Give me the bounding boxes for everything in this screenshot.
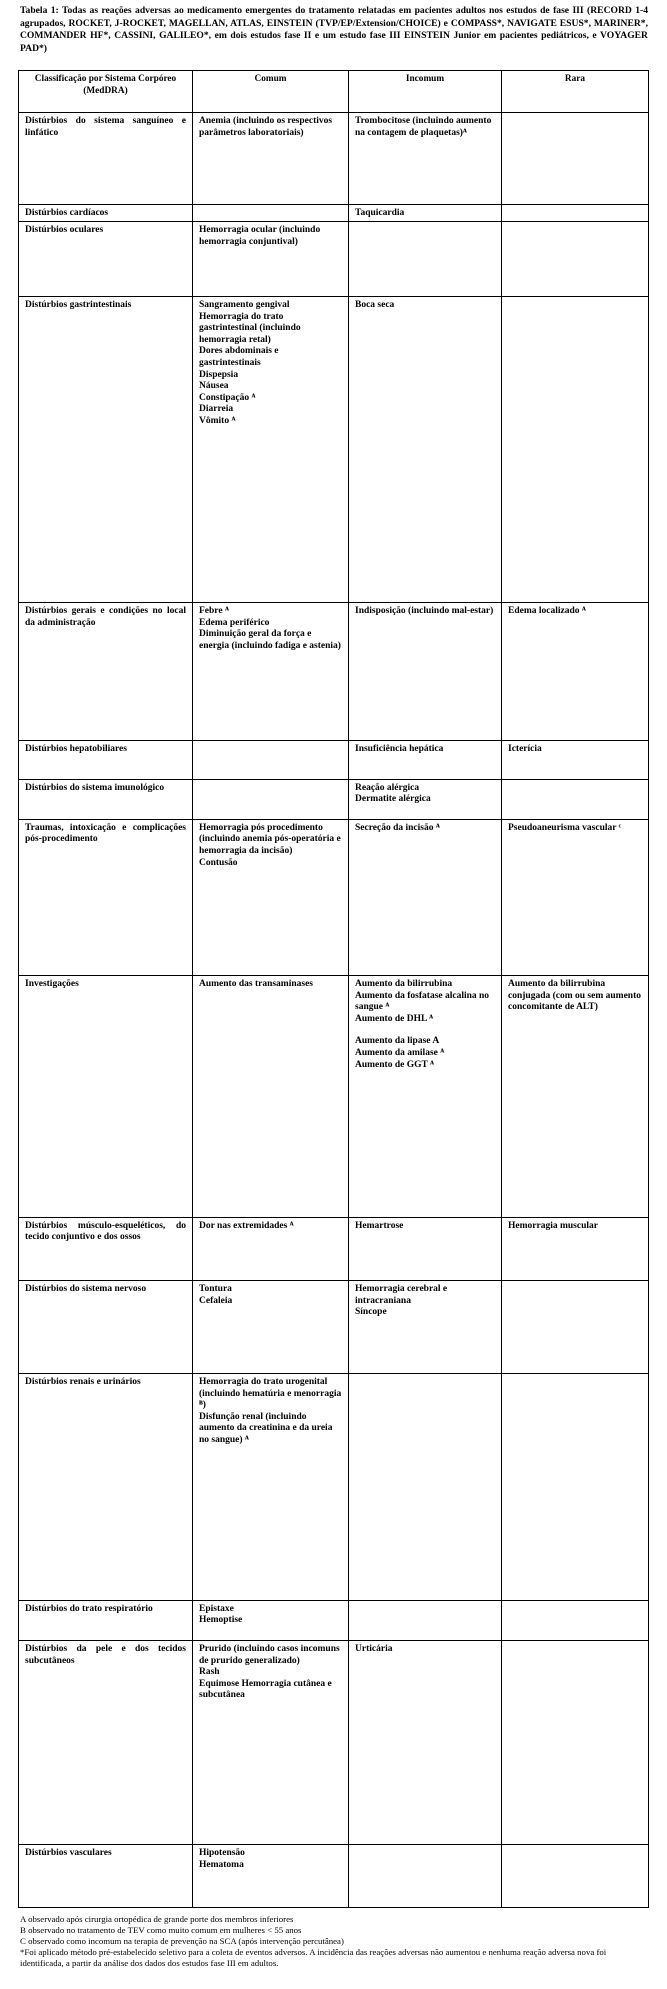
reaction-item: Aumento da bilirrubina conjugada (com ou sem aumento concomitante de ALT) — [508, 978, 641, 1013]
incomum-cell — [349, 741, 502, 779]
incomum-cell — [349, 975, 502, 1217]
reaction-item: Cefaleia — [199, 1295, 233, 1306]
table-row — [19, 1217, 649, 1280]
rara-cell — [502, 975, 649, 1217]
comum-cell — [193, 1373, 349, 1600]
reaction-item: Equimose Hemorragia cutânea e subcutânea — [199, 1678, 332, 1701]
reaction-item: Rash — [199, 1667, 220, 1678]
reaction-item: Aumento da bilirrubina — [355, 978, 453, 989]
reaction-item: Dispepsia — [199, 369, 239, 380]
reaction-item: Síncope — [355, 1307, 387, 1318]
reaction-item: Aumento de DHL ᴬ — [355, 1013, 434, 1024]
reaction-item: Contusão — [199, 857, 238, 868]
reaction-item: Trombocitose (incluindo aumento na contagem de plaquetas)ᴬ — [355, 116, 492, 138]
incomum-cell — [349, 779, 502, 819]
rara-cell — [502, 1217, 649, 1280]
footnote-b: B observado no tratamento de TEV como muito comum em mulheres < 55 anos — [20, 1925, 302, 1936]
reaction-item: Boca seca — [355, 299, 395, 310]
reaction-item: Náusea — [199, 381, 229, 392]
comum-cell — [193, 1640, 349, 1845]
rara-cell — [502, 113, 649, 205]
rara-cell — [502, 1373, 649, 1600]
incomum-cell — [349, 819, 502, 975]
rara-cell — [502, 222, 649, 297]
soc-cell: Distúrbios músculo-esqueléticos, do tecido conjuntivo e dos ossos — [19, 1217, 193, 1280]
comum-cell — [193, 204, 349, 222]
reaction-item: Edema periférico — [199, 617, 270, 628]
reaction-item: Indisposição (incluindo mal-estar) — [355, 606, 494, 617]
comum-cell — [193, 603, 349, 741]
reaction-item: Hematoma — [199, 1860, 244, 1871]
soc-cell: Distúrbios gastrintestinais — [19, 296, 193, 602]
comum-cell — [193, 1217, 349, 1280]
reaction-item: Hipotensão — [199, 1848, 245, 1859]
reaction-item: Edema localizado ᴬ — [508, 606, 586, 617]
reaction-item: Aumento da amilase ᴬ — [355, 1047, 445, 1058]
reaction-item: Dores abdominais e gastrintestinais — [199, 346, 279, 368]
table-row — [19, 975, 649, 1217]
table-row — [19, 741, 649, 779]
comum-cell — [193, 819, 349, 975]
reaction-item: Anemia (incluindo os respectivos parâmetros laboratoriais) — [199, 116, 333, 138]
soc-cell: Distúrbios oculares — [19, 222, 193, 297]
comum-cell — [193, 1281, 349, 1374]
incomum-cell — [349, 1640, 502, 1845]
reaction-item: Diminuição geral da força e energia (incluindo fadiga e astenia) — [199, 629, 341, 651]
rara-cell — [502, 1281, 649, 1374]
soc-cell: Distúrbios da pele e dos tecidos subcutâneos — [19, 1640, 193, 1845]
reaction-item: Hemorragia muscular — [508, 1220, 598, 1231]
incomum-cell — [349, 222, 502, 297]
header-rara: Rara — [502, 71, 649, 113]
reaction-item: Dermatite alérgica — [355, 794, 431, 805]
header-incomum: Incomum — [349, 71, 502, 113]
rara-cell — [502, 741, 649, 779]
soc-cell: Investigações — [19, 975, 193, 1217]
footnotes — [20, 1914, 648, 1969]
rara-cell — [502, 1600, 649, 1640]
table-row — [19, 779, 649, 819]
table-row — [19, 819, 649, 975]
adverse-reactions-table — [18, 70, 649, 1908]
reaction-item: Hemorragia do trato urogenital (incluindo hematúria e menorragia ᴮ) — [199, 1376, 342, 1411]
reaction-item: Constipação ᴬ — [199, 392, 256, 403]
table-row — [19, 204, 649, 222]
reaction-item: Aumento da lipase A — [355, 1036, 440, 1047]
reaction-item: Pseudoaneurisma vascular ᶜ — [508, 822, 622, 833]
reaction-item: Hemorragia cerebral e intracraniana — [355, 1284, 448, 1306]
reaction-item: Hemorragia ocular (incluindo hemorragia conjuntival) — [199, 225, 321, 247]
rara-cell — [502, 1845, 649, 1908]
comum-cell — [193, 222, 349, 297]
reaction-item: Tontura — [199, 1284, 232, 1295]
soc-cell: Distúrbios do sistema imunológico — [19, 779, 193, 819]
reaction-item: Diarreia — [199, 404, 234, 415]
reaction-item: Aumento de GGT ᴬ — [355, 1059, 435, 1070]
reaction-item: Icterícia — [508, 744, 542, 755]
table-row — [19, 603, 649, 741]
reaction-item: Sangramento gengival — [199, 299, 290, 310]
reaction-item: Hemorragia pós procedimento (incluindo anemia pós-operatória e hemorragia da incisão) — [199, 822, 341, 856]
incomum-cell — [349, 204, 502, 222]
header-comum: Comum — [193, 71, 349, 113]
footnote-star: *Foi aplicado método pré-estabelecido seletivo para a coleta de eventos adversos. A incidência das reações adversas não aumentou e nenhuma reação adversa nova foi identificada, a partir da análise dos dados dos estudos fase III em adultos. — [20, 1947, 607, 1969]
comum-cell — [193, 1600, 349, 1640]
rara-cell — [502, 296, 649, 602]
footnote-a: A observado após cirurgia ortopédica de grande porte dos membros inferiores — [20, 1914, 294, 1924]
rara-cell — [502, 204, 649, 222]
table-row — [19, 113, 649, 205]
table-row — [19, 1845, 649, 1908]
incomum-cell — [349, 1373, 502, 1600]
reaction-item: Vômito ᴬ — [199, 415, 236, 426]
rara-cell — [502, 1640, 649, 1845]
reaction-item: Disfunção renal (incluindo aumento da creatinina e da ureia no sangue) ᴬ — [199, 1411, 333, 1445]
table-row — [19, 1600, 649, 1640]
table-row — [19, 1373, 649, 1600]
reaction-item: Taquicardia — [355, 207, 405, 218]
table-row — [19, 296, 649, 602]
table-caption: Tabela 1: Todas as reações adversas ao medicamento emergentes do tratamento relatadas em pacientes adultos nos estudos de fase III (RECORD 1-4 agrupados, ROCKET, J-ROCKET, MAGELLAN, ATLAS, EINSTEIN (TVP/EP/Extension/CHOICE) e COMPASS*, NAVIGATE ESUS*, MARINER*, COMMANDER HF*, CASSINI, GALILEO*, em dois estudos fase II e um estudo fase III EINSTEIN Junior em pacientes pediátricos, e VOYAGER PAD*) — [20, 5, 648, 54]
incomum-cell — [349, 296, 502, 602]
rara-cell — [502, 603, 649, 741]
soc-cell: Distúrbios gerais e condições no local da administração — [19, 603, 193, 741]
footnote-c: C observado como incomum na terapia de prevenção na SCA (após intervenção percutânea) — [20, 1936, 344, 1947]
soc-cell: Distúrbios cardíacos — [19, 204, 193, 222]
table-row — [19, 222, 649, 297]
incomum-cell — [349, 1600, 502, 1640]
reaction-item: Urticária — [355, 1643, 393, 1654]
reaction-item: Secreção da incisão ᴬ — [355, 822, 440, 833]
reaction-item: Epistaxe — [199, 1603, 234, 1614]
soc-cell: Distúrbios vasculares — [19, 1845, 193, 1908]
comum-cell — [193, 779, 349, 819]
comum-cell — [193, 296, 349, 602]
comum-cell — [193, 1845, 349, 1908]
reaction-item: Insuficiência hepática — [355, 744, 444, 755]
soc-cell: Traumas, intoxicação e complicações pós-procedimento — [19, 819, 193, 975]
reaction-item: Hemoptise — [199, 1615, 243, 1626]
table-row — [19, 1281, 649, 1374]
reaction-item: Hemorragia do trato gastrintestinal (incluindo hemorragia retal) — [199, 311, 301, 345]
soc-cell: Distúrbios renais e urinários — [19, 1373, 193, 1600]
incomum-cell — [349, 1281, 502, 1374]
comum-cell — [193, 975, 349, 1217]
comum-cell — [193, 113, 349, 205]
incomum-cell — [349, 1217, 502, 1280]
reaction-item: Aumento das transaminases — [199, 978, 314, 989]
soc-cell: Distúrbios do sistema nervoso — [19, 1281, 193, 1374]
incomum-cell — [349, 113, 502, 205]
rara-cell — [502, 779, 649, 819]
soc-cell: Distúrbios do sistema sanguíneo e linfático — [19, 113, 193, 205]
reaction-item: Reação alérgica — [355, 782, 420, 793]
reaction-item: Prurido (incluindo casos incomuns de prurido generalizado) — [199, 1643, 340, 1666]
comum-cell — [193, 741, 349, 779]
incomum-cell — [349, 1845, 502, 1908]
table-header-row — [19, 71, 649, 113]
reaction-item: Hemartrose — [355, 1220, 404, 1231]
header-soc: Classificação por Sistema Corpóreo (MedDRA) — [19, 71, 193, 113]
table-row — [19, 1640, 649, 1845]
soc-cell: Distúrbios hepatobiliares — [19, 741, 193, 779]
incomum-cell — [349, 603, 502, 741]
reaction-item: Febre ᴬ — [199, 606, 229, 617]
rara-cell — [502, 819, 649, 975]
soc-cell: Distúrbios do trato respiratório — [19, 1600, 193, 1640]
reaction-item: Aumento da fosfatase alcalina no sangue ᴬ — [355, 990, 490, 1013]
reaction-item: Dor nas extremidades ᴬ — [199, 1220, 294, 1231]
